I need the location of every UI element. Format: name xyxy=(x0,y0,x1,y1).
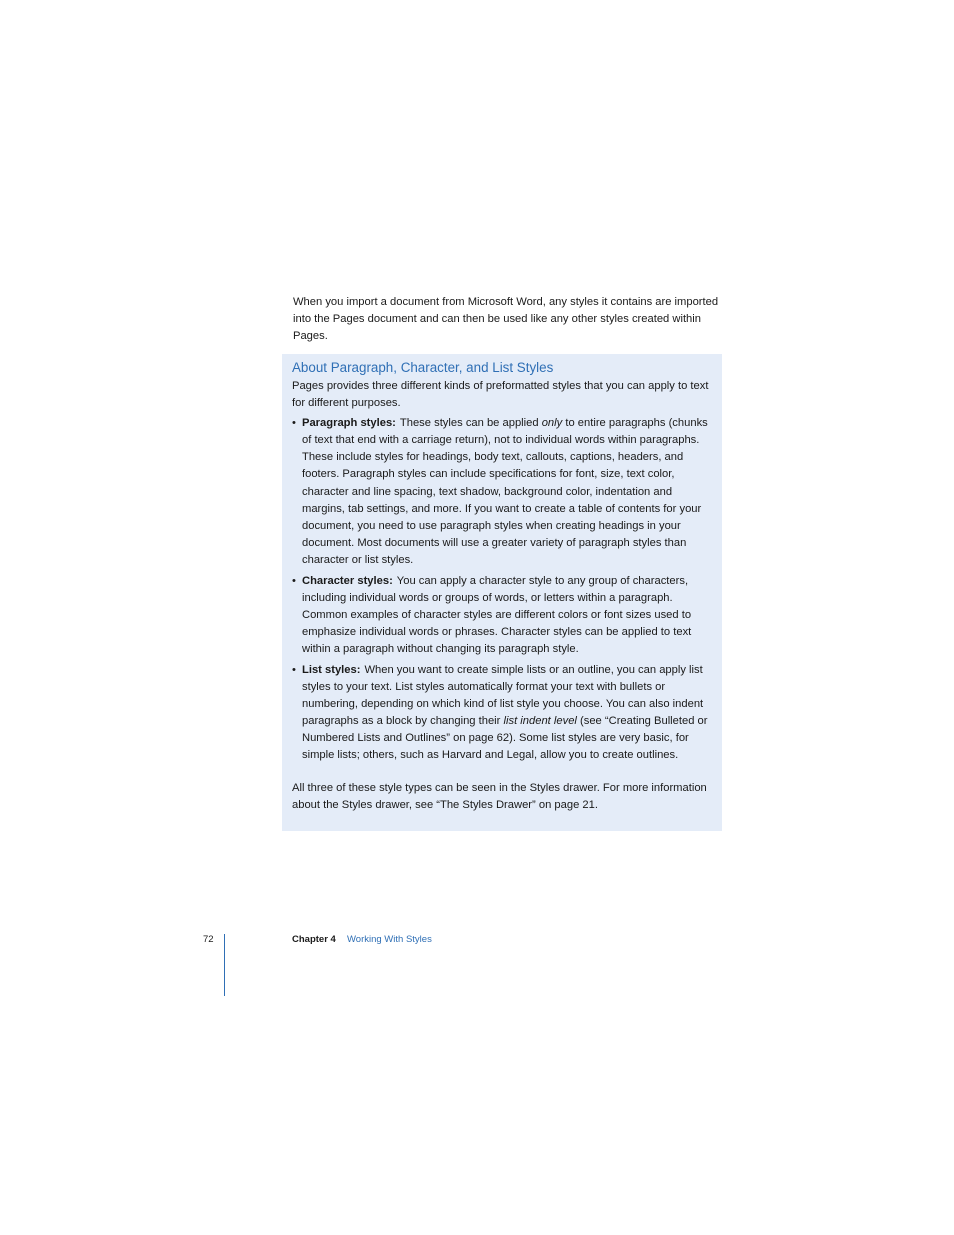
item-text-before: These styles can be applied xyxy=(399,417,542,430)
bullet-icon: • xyxy=(292,574,296,587)
item-emphasis: list indent level xyxy=(503,714,577,727)
term-character-styles: Character styles: xyxy=(302,574,393,587)
term-list-styles: List styles: xyxy=(302,663,361,676)
styles-info-content xyxy=(292,358,712,814)
footer-divider xyxy=(224,934,225,996)
footer-chapter-title: Working With Styles xyxy=(347,934,432,945)
bullet-icon: • xyxy=(292,417,296,430)
closing-paragraph: All three of these style types can be seen in the Styles drawer. For more information about the Styles drawer, see “The Styles Drawer” on page 21. xyxy=(292,782,707,812)
list-item-character-styles xyxy=(292,573,712,658)
bullet-icon: • xyxy=(292,663,296,676)
style-types-list xyxy=(292,415,712,764)
footer-chapter-label: Chapter 4 xyxy=(292,934,336,945)
item-text-before: You can apply a character style to any group of characters, including individual words or groups of words, or letters within a paragraph. Common examples of character styles are different colors or font sizes used to emphasize individual words or phrases. Character styles can be applied to text within a paragraph without changing its paragraph style. xyxy=(302,574,692,655)
item-emphasis: only xyxy=(541,417,563,430)
item-text-before: When you want to create simple lists or an outline, you can apply list styles to your text. List styles automatically format your text with bullets or numbering, depending on which kind of list style you choose. You can also indent paragraphs as a block by changing their xyxy=(302,663,704,727)
intro-paragraph: When you import a document from Microsoft Word, any styles it contains are imported into the Pages document and can then be used like any other styles created within Pages. xyxy=(293,296,719,343)
list-item-list-styles xyxy=(292,662,712,765)
page-number: 72 xyxy=(203,934,214,945)
item-text-after: to entire paragraphs (chunks of text that end with a carriage return), not to individual words within paragraphs. These include styles for headings, body text, callouts, captions, headers, and footers. Paragraph styles can include specifications for font, size, text color, character and line spacing, text shadow, background color, indentation and margins, tab settings, and more. If you want to create a table of contents for your document, you need to use paragraph styles when creating headings in your document. Most documents will use a greater variety of paragraph styles than character or list styles. xyxy=(302,417,708,566)
term-paragraph-styles: Paragraph styles: xyxy=(302,417,396,430)
section-heading: About Paragraph, Character, and List Styles xyxy=(292,360,554,375)
section-intro: Pages provides three different kinds of preformatted styles that you can apply to text for different purposes. xyxy=(292,380,709,410)
styles-info-box xyxy=(282,354,722,831)
list-item-paragraph-styles xyxy=(292,415,712,569)
item-text-after: (see “Creating Bulleted or Numbered Lists and Outlines” on page 62). Some list styles are very basic, for simple lists; others, such as Harvard and Legal, allow you to create outlines. xyxy=(302,714,708,761)
